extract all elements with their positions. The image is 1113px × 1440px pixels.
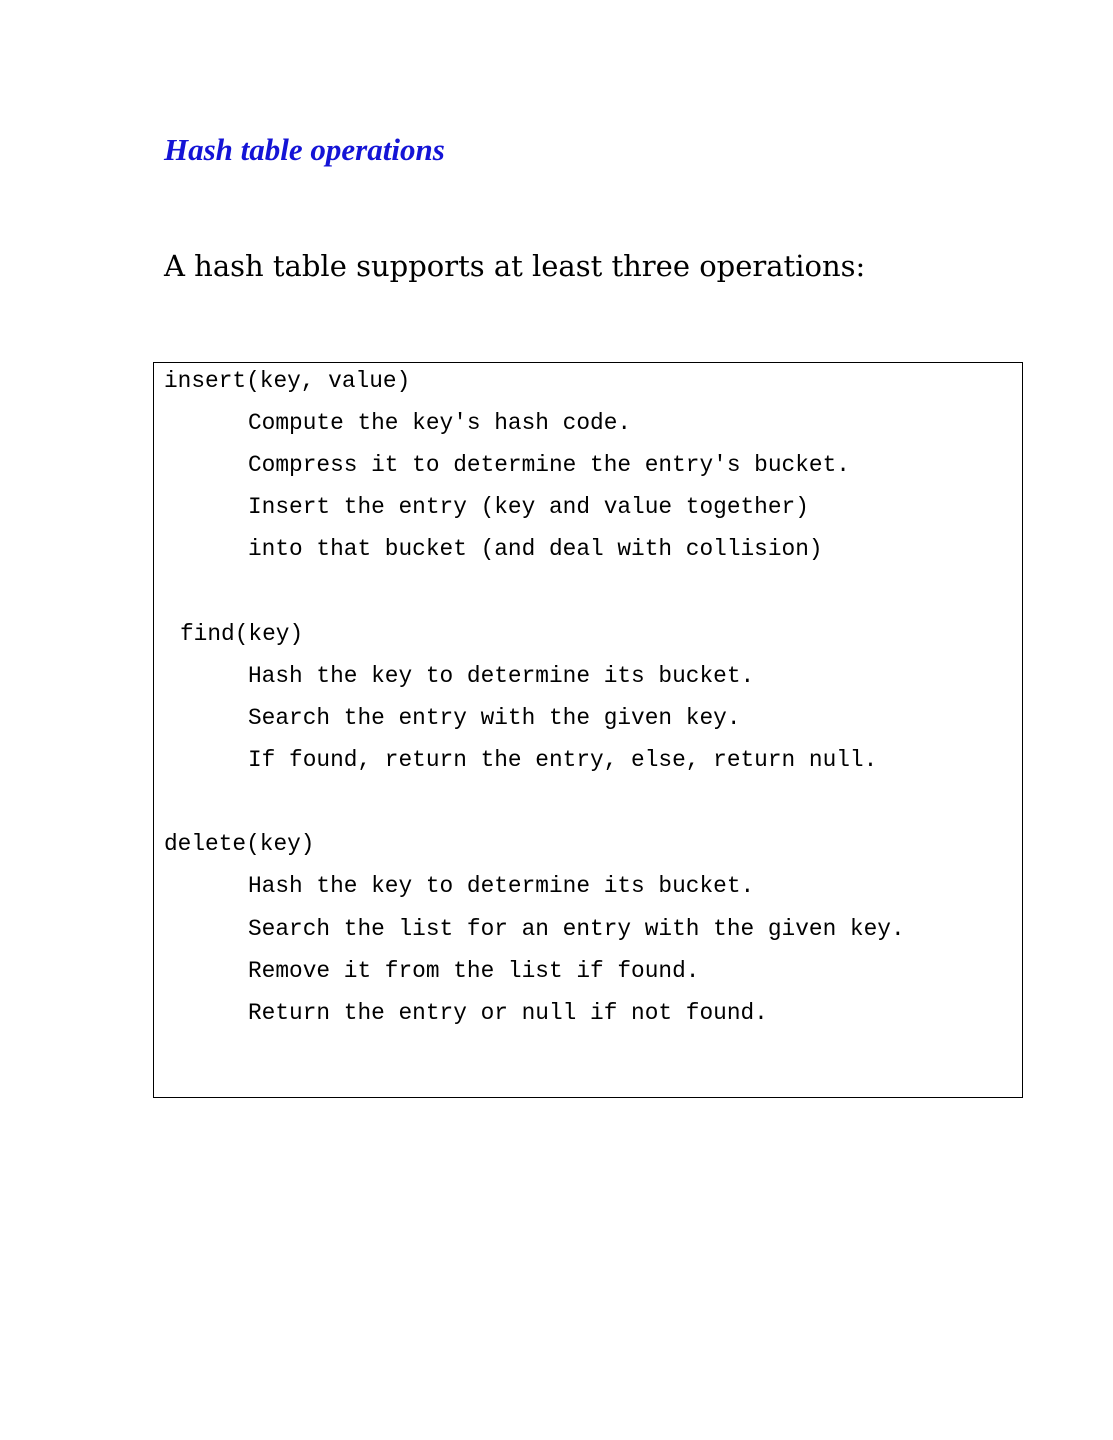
insert-step: into that bucket (and deal with collision) [248, 536, 823, 562]
insert-signature: insert(key, value) [164, 368, 411, 394]
insert-step: Insert the entry (key and value together) [248, 494, 809, 520]
intro-text: A hash table supports at least three operations: [164, 249, 866, 283]
insert-step: Compress it to determine the entry's bucket. [248, 452, 850, 478]
find-step: If found, return the entry, else, return null. [248, 747, 878, 773]
find-signature: find(key) [180, 621, 304, 647]
operations-code-box [153, 362, 1023, 1098]
delete-step: Search the list for an entry with the given key. [248, 916, 905, 942]
delete-step: Return the entry or null if not found. [248, 1000, 768, 1026]
insert-step: Compute the key's hash code. [248, 410, 632, 436]
delete-step: Remove it from the list if found. [248, 958, 700, 984]
find-step: Hash the key to determine its bucket. [248, 663, 755, 689]
find-step: Search the entry with the given key. [248, 705, 741, 731]
page-title: Hash table operations [164, 132, 445, 167]
delete-signature: delete(key) [164, 831, 315, 857]
delete-step: Hash the key to determine its bucket. [248, 873, 755, 899]
